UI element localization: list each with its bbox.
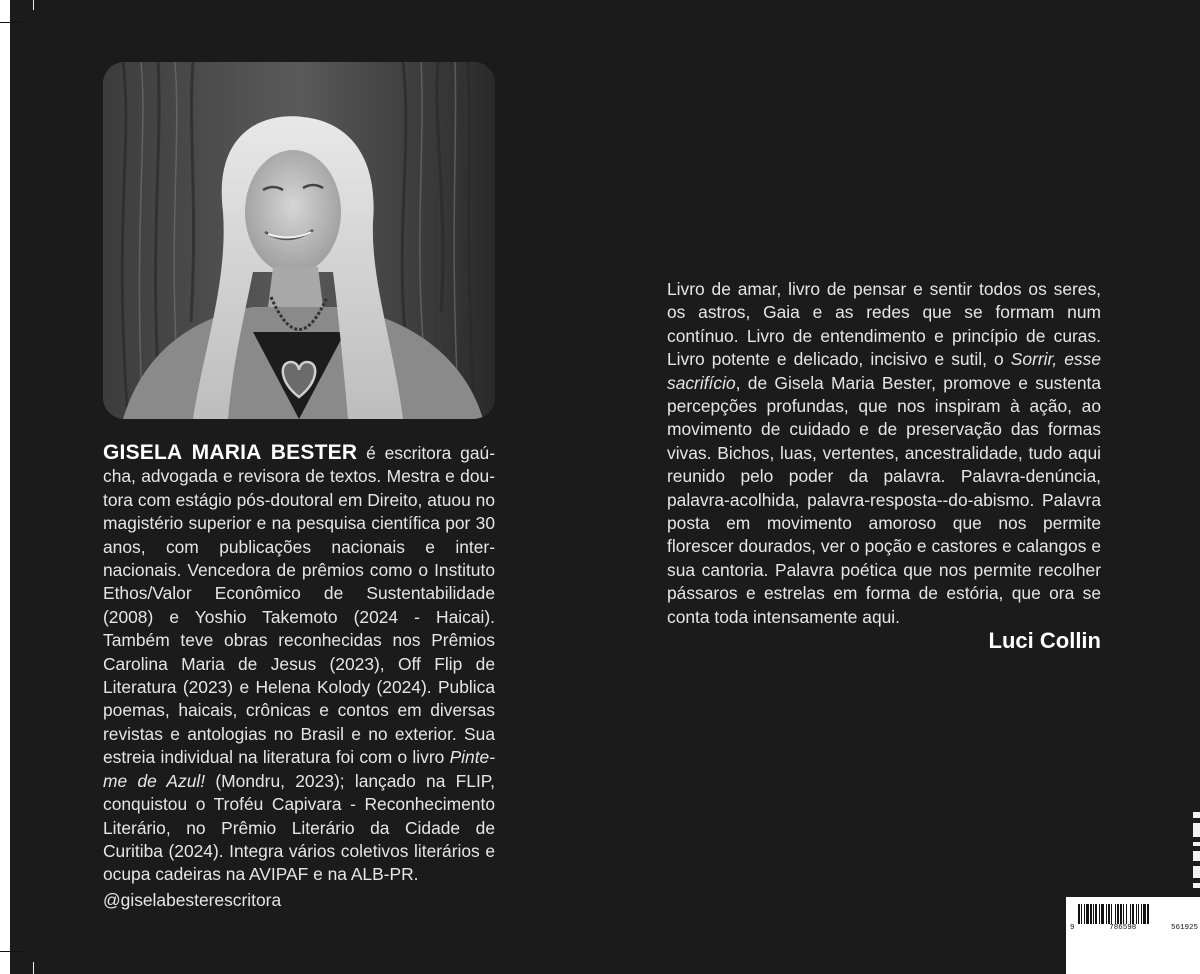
author-portrait-photo xyxy=(103,62,495,419)
barcode-bar xyxy=(1081,904,1082,924)
barcode-bar xyxy=(1143,904,1146,924)
book-blurb xyxy=(667,278,1101,629)
crop-mark xyxy=(0,951,22,952)
barcode-digits xyxy=(1070,924,1198,932)
spine-marks xyxy=(1193,812,1200,894)
barcode-digit-group: 9 xyxy=(1070,924,1075,932)
barcode-bar xyxy=(1086,904,1089,924)
barcode-digit-group: 561925 xyxy=(1170,924,1198,932)
barcode-bar xyxy=(1126,904,1127,924)
barcode-bar xyxy=(1106,904,1107,924)
author-bio xyxy=(103,441,495,887)
barcode-bar xyxy=(1095,904,1097,924)
barcode-bar xyxy=(1115,904,1116,924)
social-handle: @giselabesterescritora xyxy=(103,890,282,910)
barcode-bar xyxy=(1101,904,1104,924)
blurb-signature: Luci Collin xyxy=(988,628,1101,653)
barcode-bar xyxy=(1132,904,1134,924)
barcode-bar xyxy=(1130,904,1131,924)
bio-book-title: Pinte-me de Azul! xyxy=(103,747,495,791)
barcode-bars xyxy=(1078,904,1180,924)
author-name: GISELA MARIA BESTER xyxy=(103,441,358,464)
crop-mark xyxy=(33,0,34,10)
barcode-bar xyxy=(1120,904,1122,924)
barcode-bar xyxy=(1123,904,1124,924)
bio-text: é escritora gaú-cha, advogada e revisora de textos. Mestra e dou-tora com estágio pós-doutoral em Direito, atuou no magistério superior e na pesquisa científica por 30 anos, com publicações nacionais e inter-nacionais. Vencedora de prêmios como o Instituto Ethos/Valor Econômico de Sustentabilidade (2008) e Yoshio Takemoto (2024 - Haicai). Também teve obras reconhecidas nos Prêmios Carolina Maria de Jesus (2023), Off Flip de Literatura (2023) e Helena Kolody (2024). Publica poemas, haicais, crônicas e contos em diversas revistas e antologias no Brasil e no exterior. Sua estreia individual na literatura foi com o livro xyxy=(103,443,495,768)
barcode-bar xyxy=(1099,904,1100,924)
barcode-bar xyxy=(1138,904,1139,924)
barcode-bar xyxy=(1111,904,1112,924)
barcode-bar xyxy=(1084,904,1085,924)
barcode-bar xyxy=(1078,904,1080,924)
crop-mark xyxy=(0,22,22,23)
blurb-book-title: Sorrir, esse sacrifício xyxy=(667,349,1101,393)
blurb-text: Livro de amar, livro de pensar e sentir todos os seres, os astros, Gaia e as redes que se formam num contínuo. Livro de entendimento e princípio de curas. Livro potente e delicado, incisivo e sutil, o xyxy=(667,279,1101,370)
barcode-digit-group: 786598 xyxy=(1109,924,1137,932)
barcode-bar xyxy=(1141,904,1142,924)
crop-mark xyxy=(33,962,34,974)
blurb-text-continued: , de Gisela Maria Bester, promove e sustenta percepções profundas, que nos inspiram à ação, ao movimento de cuidado e de preservação das formas vivas. Bichos, luas, vertentes, ancestralidade, tudo aqui reunido pelo poder da palavra. Palavra-denúncia, palavra-acolhida, palavra-resposta--do-abismo. Palavra posta em movimento amoroso que nos permite florescer dourados, ver o poção e castores e calangos e sua cantoria. Palavra poética que nos permite recolher pássaros e estrelas em forma de estória, que ora se conta toda intensamente aqui. xyxy=(667,372,1101,627)
barcode-bar xyxy=(1108,904,1110,924)
barcode-bar xyxy=(1117,904,1119,924)
barcode-bar xyxy=(1093,904,1094,924)
barcode-bar xyxy=(1147,904,1149,924)
barcode-bar xyxy=(1136,904,1137,924)
bio-text-continued: (Mondru, 2023); lançado na FLIP, conquistou o Troféu Capivara - Reconhecimento Literário, no Prêmio Literário da Cidade de Curitiba (2024). Integra vários coletivos literários e ocupa cadeiras na AVIPAF e na ALB-PR. xyxy=(103,770,495,885)
isbn-barcode xyxy=(1066,897,1200,974)
barcode-bar xyxy=(1090,904,1092,924)
